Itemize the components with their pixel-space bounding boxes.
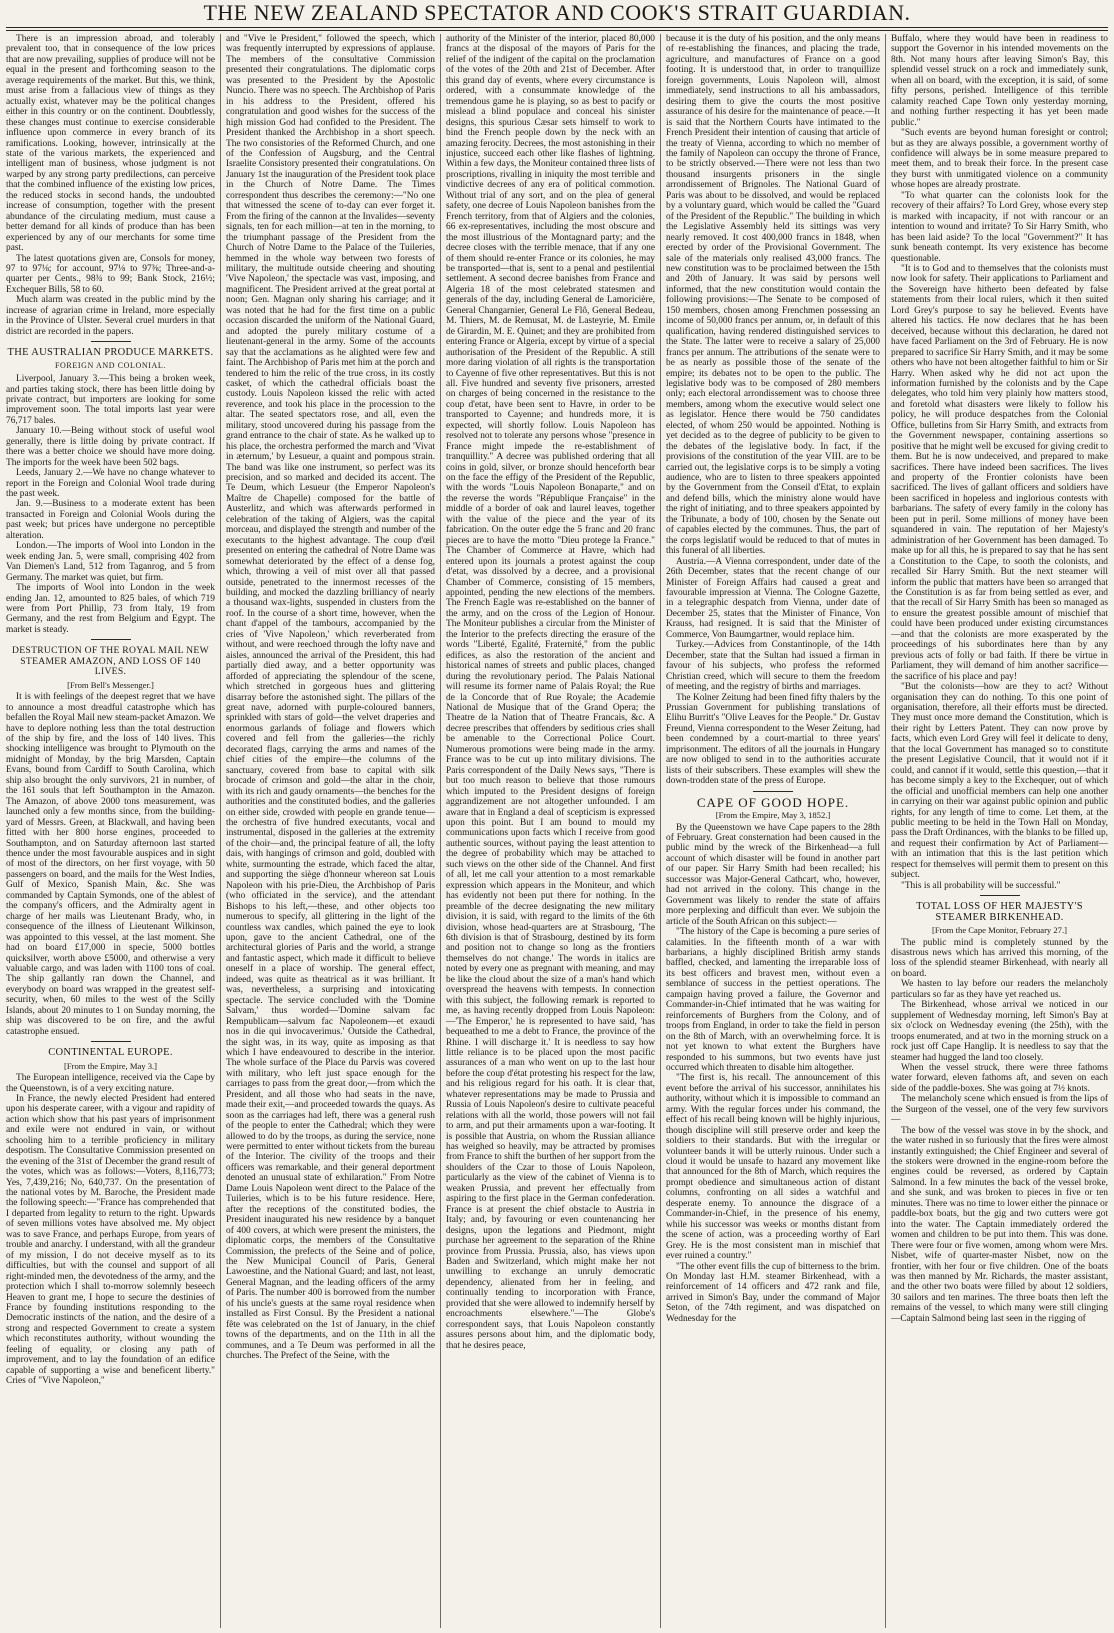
source-credit: [From Bell's Messenger.]: [67, 679, 154, 690]
article-paragraph: Leeds, January 2.—We have no change whatever to report in the Foreign and Colonial Wool trade during the past week.: [6, 468, 215, 500]
column-3: [446, 34, 655, 1628]
article-paragraph: There is an impression abroad, and tolerably prevalent too, that in consequence of the low prices that are now prevailing, supplies of produce will not be equal in the present and forthcoming season to the average requirements of the market. But this, we think, must arise from a fallacious view of things as they actually exist, whatever may be the political changes either in this country or on the continent. Doubtlessly, these changes must continue to exercise considerable influence upon commerce in every branch of its ramifications. Looking, however, intrinsically at the state of the various markets, the experienced and intelligent man of business, whose judgment is not warped by any strong party predilections, can perceive that the combined influence of the existing low prices, the reduced stocks in second hands, the undoubted increase of consumption, together with the present abundance of the circulating medium, must cause a better demand for all kinds of produce than has been experienced by any of our merchants for some time past.: [6, 34, 215, 254]
source-credit: [From the Empire, May 3.]: [63, 1060, 158, 1071]
masthead: THE NEW ZEALAND SPECTATOR AND COOK'S STRAIT GUARDIAN.: [203, 0, 911, 25]
masthead-rule: [6, 27, 1108, 28]
article-paragraph: Jan. 9.—Business to a moderate extent has been transacted in Foreign and Colonial Wools during the past week; but prices have undergone no perceptible alteration.: [6, 499, 215, 541]
article-paragraph: The Kolner Zeitung had been fined fifty thalers by the Prussian Government for publishing translations of Elihu Burritt's "Olive Leaves for the People." Dr. Gustav Freund, Vienna correspondent to the Weser Zeitung, had been condemned by a court-martial to three years' imprisonment. The editors of all the journals in Hungary are now obliged to send in to the authorities accurate lists of their subscribers. These examples will shew the down-trodden state of the press of Europe.: [666, 692, 880, 787]
column-2: [226, 34, 435, 1628]
article-paragraph: Buffalo, where they would have been in readiness to support the Governor in his intended movements on the 8th. Not many hours after leaving Simon's Bay, this splendid vessel struck on a rock and immediately sunk, when all on board, with the exception, it is said, of some fifty persons, perished. Intelligence of this terrible calamity reached Cape Town only yesterday morning, and nothing further respecting it has yet been made public.": [891, 34, 1108, 128]
article-paragraph: When the vessel struck, there were three fathoms water forward, eleven fathoms aft, and seven on each side of the paddle-boxes. She was going at 7½ knots.: [891, 1062, 1108, 1094]
article-paragraph: "This is all probability will be successful.": [901, 880, 1061, 891]
article-paragraph: "Such events are beyond human foresight or control; but as they are always possible, a government worthy of confidence will always be in some measure prepared to meet them, and to break their force. In the present case they burst with unmitigated violence on a community whose hopes are already prostrate.: [891, 128, 1108, 191]
article-paragraph: Much alarm was created in the public mind by the increase of agrarian crime in Ireland, more especially in the Province of Ulster. Several cruel murders in that district are recorded in the papers.: [6, 295, 215, 337]
article-paragraph: "But the colonists—how are they to act? Without organisation they can do nothing. To this one point of organisation, therefore, all their efforts must be directed. They must once more demand the Constitution, which is their right by Letters Patent. They can now prove by facts, which even Lord Grey will feel it delicate to deny, that the local Government has managed so to constitute the present Legislative Council, that it would not if it could, and cannot if it would, settle this question,—that it has become simply a key to the Exchequer, out of which the official and unofficial members can help one another in carrying on their war against public opinion and public rights, for any length of time to come. Let them, at the public meeting to be held in the Town Hall on Monday, pass the Draft Ordinances, with the blanks to be filled up, and request their confirmation by Act of Parliament—with an intimation that this is the last petition which respect for themselves will permit them to present on this subject.: [891, 682, 1108, 881]
section-rule: [753, 791, 793, 792]
article-paragraph: "To what quarter can the colonists look for the recovery of their affairs? To Lord Grey, whose every step is marked with incapacity, if not with rancour or an intention to wound and irritate? To Sir Harry Smith, who has been laid aside? To the local "Government?" It has sunk beneath contempt. Its very existence has become questionable.: [891, 190, 1108, 264]
column-1: [6, 34, 215, 1628]
article-paragraph: The melancholy scene which ensued is from the lips of the Surgeon of the vessel, one of the very few survivors—: [891, 1094, 1108, 1126]
section-rule: [91, 1041, 131, 1042]
article-paragraph: "The first is, his recall. The announcement of this event before the arrival of his successor, annihilates his authority, without which it is impossible to command an army. With the regular forces under his command, the effect of his recall being known will be highly injurious, though discipline will still preserve order and keep the soldiers to their standards. But with the irregular or volunteer bands it will be utterly ruinous. Under such a cloud it would be unsafe to hazard any movement like that announced for the 8th of March, which requires the prompt obedience and simultaneous action of distant columns, confronting on all sides a watchful and desperate enemy. To announce the disgrace of a Commander-in-Chief, in the presence of his enemy, while his successor was weeks or months distant from the scene of action, was a proceeding worthy of Earl Grey. He is the most consistent man in mischief that ever ruined a country.": [666, 1073, 880, 1262]
article-paragraph: Liverpool, January 3.—This being a broken week, and parties taking stock, there has been little doing by private contract, but importers are looking for some improvement soon. The total imports last year were 76,717 bales.: [6, 374, 215, 426]
article-paragraph: The latest quotations given are, Consols for money, 97 to 97⅛; for account, 97⅛ to 97⅜; Three-and-a-quarter per Cents., 98¾ to 99; Bank Stock, 216½; Exchequer Bills, 58 to 60.: [6, 253, 215, 295]
headline-amazon: DESTRUCTION OF THE ROYAL MAIL NEW STEAMER AMAZON, AND LOSS OF 140 LIVES.: [12, 645, 209, 678]
article-paragraph: The public mind is completely stunned by the disastrous news which has arrived this morning, of the loss of the splendid steamer Birkenhead, with nearly all on board.: [891, 937, 1108, 979]
section-rule: [980, 895, 1020, 896]
article-paragraph: London.—The imports of Wool into London in the week ending Jan. 5, were small, comprising 402 from Van Diemen's Land, 512 from Taganrog, and 5 from Germany. The market was quiet, but firm.: [6, 541, 215, 583]
headline-cape: CAPE OF GOOD HOPE.: [696, 794, 850, 810]
article-paragraph: The imports of Wool into London in the week ending Jan. 12, amounted to 825 bales, of which 719 were from Port Phillip, 73 from Italy, 19 from Germany, and the rest from Belgium and Egypt. The market is steady.: [6, 583, 215, 635]
article-paragraph: and "Vive le President," followed the speech, which was frequently interrupted by expressions of applause. The members of the consultative Commission presented their congratulations. The diplomatic corps was presented to the President by the Apostolic Nuncio. There was no speech. The Archbishop of Paris in his address to the President, offered his congratulation and good wishes for the success of the high mission God had confided to the President. The President thanked the Archbishop in a short speech. The two consistories of the Reformed Church, and one of the Confession of Augsburg, and the Central Israelite Consistory presented their congratulations. On January 1st the inauguration of the President took place in the Church of Notre Dame. The Times correspondent thus describes the ceremony:—"No one that witnessed the scene of to-day can ever forget it. From the firing of the cannon at the Invalides—seventy signals, ten for each million—at ten in the morning, to the triumphant passage of the President from the Church of Notre Dame to the Palace of the Tuileries, hemmed in the whole way between two forests of military, the multitude outside cheering and shouting 'Vive Napoleon,' the spectacle was vast, imposing, and magnificent. The President arrived at the great portal at noon; Gen. Magnan only sharing his carriage; and it was noted that he had for the first time on a public occasion discarded the uniform of the National Guard, and adopted the purely military costume of a lieutenant-general in the army. Some of the accounts say that the acclamations as he alighted were few and faint. The Archbishop of Paris met him at the porch and tendered to him the relic of the true cross, in its costly casket, of which the cathedral officials boast the custody. Louis Napoleon kissed the relic with acted reverence, and took his place in the procession to the altar. The seated spectators rose, and all, even the military, stood uncovered during his passage from the grand entrance to the chair of state. As he walked up to his place, the orchestra performed the march and 'Vivat in æternum,' by Lesueur, a quaint and pompous strain. The band was like one instrument, so perfect was its precision, and so marked and decided its accent. The Te Deum, which Lesueur (the Emperor Napoleon's Maître de Chapelle) composed for the battle of Austerlitz, and which was afterwards performed in celebration of the taking of Algiers, was the capital morceau, and displayed the strength and number of the executants to the highest advantage. The coup d'œil presented on entering the cathedral of Notre Dame was somewhat deteriorated by the effect of a dense fog, which, throwing a veil of mist over all that passed outside, penetrated to the innermost recesses of the building, and mocked the dazzling brilliancy of nearly a thousand wax-lights, suspended in clusters from the roof. In the course of a short time, however, when the chant d'appel of the tambours, accompanied by the cries of 'Vive Napoleon,' which reverberated from without, and were reechoed through the lofty nave and aisles, announced the arrival of the President, this had partially died away, and a better opportunity was afforded of appreciating the splendour of the scene, which stretched in gorgeous hues and glittering disarray before the astonished sight. The pillars of the great nave, adorned with purple-coloured banners, sprinkled with stars of gold—the velvet draperies and enormous garlands of foliage and flowers which covered and fell from the galleries—the richly decorated flags, carrying the arms and names of the chief cities of the empire—the columns of the sanctuary, covered from base to capital with silk brocade of crimson and gold—the altar in the choir, with its rich and gaudy ornaments—the benches for the authorities and the constituted bodies, and the galleries on either side, crowded with people en grande tenue—the orchestra of five hundred executants, vocal and instrumental, disposed in the galleries at the extremity of the choir—and, the principal feature of all, the lofty dais, with hangings of crimson and gold, doubled with white, surmounting the estrade, which faced the altar, and supporting the siège d'honneur whereon sat Louis Napoleon with his prie-Dieu, the Archbishop of Paris (who officiated in the service), and the attendant Bishops to his left,—these, and other objects too numerous to specify, all glittering in the light of the countless wax candles, which pained the eye to look upon, gave to the ancient Cathedral, one of the architectural glories of Paris and the world, a strange and fantastic aspect, which made it difficult to believe oneself in a place of worship. The general effect, indeed, was quite as theatrical as it was brilliant. It was, nevertheless, a surprising and intoxicating spectacle. The service concluded with the 'Domine Salvam,' thus worded—'Domine salvam fac Rempublicam—salvum fac Napoleonem—et exaudi nos in die qui invocaverimus.' Outside the Cathedral, the sight was, in its way, quite as imposing as that which I have endeavoured to describe in the interior. The whole surface of the Place du Parvis was covered with military, who left just space enough for the carriages to pass from the great door,—from which the President, and all those who had seats in the nave, made their exit,—and proceeded towards the quays. As soon as the carriages had left, there was a general rush of the people to enter the Cathedral; which they were allowed to do by the troops, as during the service, none were permitted to enter without tickets from the bureau of the Interior. The civility of the troops and their officers was remarkable, and their general deportment denoted an unusual state of exhilaration." From Notre Dame Louis Napoleon went direct to the Palace of the Tuileries, which is to be his future residence. Here, after the receptions of the constituted bodies, the President inaugurated his new residence by a banquet of 400 covers, at which were present the ministers, the diplomatic corps, the members of the Consultative Commission, the prefects of the Seine and of police, the New Municipal Council of Paris, General Lawoestine, and the National Guard; and last, not least, General Magnan, and the leading officers of the army of Paris. The number 400 is borrowed from the number of his uncle's guests at the same royal residence when installed as First Consul. By the President a national fête was celebrated on the 1st of January, in the chief towns of the departments, and on the 11th in all the communes, and a Te Deum was performed in all the churches. The Prefect of the Seine, with the: [226, 34, 435, 1362]
column-divider: [885, 34, 886, 1628]
article-paragraph: January 10.—Being without stock of useful wool generally, there is little doing by private contract. If there was a better choice we should have more doing. The imports for the week have been 502 bags.: [6, 426, 215, 468]
article-paragraph: "It is to God and to themselves that the colonists must now look for safety. Their applications to Parliament and the Sovereign have hitherto been defeated by false statements from their local rulers, which it then suited Lord Grey's purpose to say he believed. Events have altered his tactics. He now declares that he has been deceived, because without this declaration, he dared not have faced Parliament on the 3rd of February. He is now prepared to sacrifice Sir Harry Smith, and it may be some others who have not been altogether faithful to him or Sir Harry. When asked why he did not act upon the information furnished by the colonists and by the Cape delegates, who told him very plainly how matters stood, and foretold what disasters were likely to follow his policy, he will produce despatches from the Colonial Office, bulletins from Sir Harry Smith, and extracts from the Government newspaper, containing assertions so positive that he might well be excused for giving credit to them. But he is now undeceived, and prepared to make sacrifices. There have indeed been sacrifices. The lives and property of the Frontier colonists have been sacrificed. The lives of gallant officers and soldiers have been sacrificed in hopeless and inglorious contests with barbarians. The safety of every family in the colony has been put in peril. Some millions of money have been squandered in vain. The reputation of her Majesty's administration of her Government has been damaged. To make up for all this, he is prepared to say that he has sent a Constitution to the Cape, to sooth the colonists, and recalled Sir Harry Smith. But the next steamer will inform the public that matters have been so arranged that the Constitution is as far from being settled as ever, and that the recall of Sir Harry Smith has been so managed as to ensure the greatest possible amount of mischief that could have been produced under existing circumstances—and that the colonists are more exasperated by the proceedings of his subordinates here than by any previous acts of folly or bad faith. If there be virtue in Parliament, they will demand of him another sacrifice—the sacrifice of his place and pay!: [891, 263, 1108, 682]
section-rule: [91, 639, 131, 640]
article-paragraph: The bow of the vessel was stove in by the shock, and the water rushed in so furiously that the fires were almost instantly extinguished; the Chief Engineer and several of the stokers were drowned in the engine-room before the engines could be reversed, as ordered by Captain Salmond. In a few minutes the back of the vessel broke, and she sunk, and was broken to pieces in five or ten minutes. There was no time to lower either the pinnace or paddle-box boats, but the gig and two cutters were got into the water. The Captain immediately ordered the women and children to be put into them. This was done. There were four or five women, among whom were Mrs. Nisbet, wife of quarter-master Nisbet, now on the frontier, with her four or five children. One of the boats was then manned by Mr. Richards, the master assistant, and the other two boats were filled by about 12 soldiers, 30 sailors and ten marines. The three boats then left the remains of the vessel, to which many were still clinging—Captain Salmond being last seen in the rigging of: [891, 1125, 1108, 1324]
article-paragraph: authority of the Minister of the interior, placed 80,000 francs at the disposal of the mayors of Paris for the relief of the indigent of the capital on the proclamation of the votes of the 20th and 21st of December. After this grand day of events, where every circumstance is ordered, with a consummate knowledge of the tremendous game he is playing, so as best to pacify or mislead a blind populace and conceal his sinister designs, this spurious Cæsar sets himself to work to bind the French people down by the neck with an amazing ferocity. Decrees, the most astonishing in their injustice, succeed each other like flashes of lightning. Within a few days, the Moniteur contained three lists of proscriptions, rivalling in iniquity the most terrible and vindictive decrees of any era of political commotion. Without trial of any sort, and on the plea of general safety, one decree of Louis Napoleon banishes from the French territory, from that of Algiers and the colonies, 66 ex-representatives, including the most obscure and the most illustrious of the Montagnard party; and the decree closes with the terrible menace, that if any one of them should re-enter France or its colonies, he may be transported—that is, sent to a penal and pestilential settlement. A second decree banishes from France and Algeria 18 of the most celebrated statesmen and generals of the day, including General de Lamoricière, General Changarnier, General Le Flô, General Bedeau, M. Thiers, M. de Remusat, M. de Lasteyrie, M. Emile de Girardin, M. E. Quinet; and they are prohibited from entering France or Algeria, except by virtue of a special authorisation of the President of the Republic. A still more daring violation of all rights is the transportation to Cayenne of five other representatives. But this is not all. Five hundred and seventy five prisoners, arrested on charges of being concerned in the resistance to the coup d'etat, have been sent to Havre, in order to be transported to Cayenne; and hundreds more, it is expected, will shortly follow. Louis Napoleon has resolved not to tolerate any persons whose "presence in France might impede the re-establishment of tranquillity." A decree was published ordering that all coins in gold, silver, or bronze should henceforth bear on the face the effigy of the President of the Republic, with the words "Louis Napoleon Bonaparte," and on the reverse the words "République Française" in the middle of a border of oak and laurel leaves, together with the value of the piece and the year of its fabrication. On the outer edge the 5 franc and 20 franc pieces are to have the motto "Dieu protege la France." The Chamber of Commerce at Havre, which had entered upon its journals a protest against the coup d'etat, was dissolved by a decree, and a provisional Chamber of Commerce, consisting of 15 members, appointed, pending the new elections of the members. The French Eagle was re-established on the banner of the army, and on the cross of the Legion of Honour. The Moniteur publishes a circular from the Minister of the Interior to the prefects directing the erasure of the words "Liberté, Egalité, Fraternité," from the public edifices, as also the restoration of the ancient and historical names of streets and public places, changed during the revolutionary period. The Palais National will resume its former name of Palais Royal; the Rue de la Concorde that of Rue Royale; the Academie National de Musique that of the Grand Opera; the Theatre de la Nation that of Theatre Francais, &c. A decree prescribes that offenders by seditious cries shall be amenable to the Correctional Police Court. Numerous promotions were being made in the army. France was to be cut up into military divisions. The Paris correspondent of the Daily News says, "There is but too much reason to believe that those rumours which imputed to the President designs of foreign aggrandizement are not altogether unfounded. I am aware that in England a deal of scepticism is expressed upon this point. But I am bound to mould my communications upon facts which I receive from good authentic sources, without paying the least attention to the degree of probability which may be attached to such views on the other side of the Channel. And first of all, let me call your attention to a most remarkable expression which appears in the Moniteur, and which has evidently not been put there for nothing. In the preamble of the decree designating the new military division, it is said, with regard to the limits of the 6th division, whose head-quarters are at Strasbourg, 'The 6th division is that of Strasbourg, destined by its form and position not to change so long as the frontiers themselves do not change.' The words in italics are noted by every one as pregnant with meaning, and may be like the cloud about the size of a man's hand which overspread the heavens with tempests. In connection with this subject, the following remark is reported to me, as having recently dropped from Louis Napoleon:—'The Emperor,' he is represented to have said, 'has bequeathed to me a debt to France, the province of the Rhine. I will discharge it.' It is needless to say how little reliance is to be placed upon the most pacific assurances of a man who went on up to the last hour before the coup d'état protesting his respect for the law, and his religious regard for his oath. It is clear that, whatever representations may be made to Prussia and Russia of Louis Napoleon's desire to cultivate peaceful relations with all the world, those powers will not fail to arm, and put their armaments upon a war-footing. It is possible that Austria, on whom the Russian alliance has weighed so heavily, may be attracted by promises from France to shift the burthen of her support from the shoulders of the Czar to those of Louis Napoleon, particularly as the view of the cabinet of Vienna is to weaken Prussia, and prevent her effectually from aspiring to the first place in the German confederation. France is at present the chief obstacle to Austria in Italy; and, by favouring or even countenancing her designs, upon the legations and Piedmont, might purchase her agreement to the separation of the Rhine province from Prussia. Prussia, also, has views upon Baden and Switzerland, which might make her not unwilling to exchange an unruly democratic dependency, alienated from her in feeling, and continually tending to incorporation with France, provided that she were allowed to indemnify herself by encroachments elsewhere."—The Globe's correspondent says, that Louis Napoleon constantly assures persons about him, and the diplomatic body, that he desires peace,: [446, 34, 655, 1351]
headline-birkenhead: TOTAL LOSS OF HER MAJESTY'S STEAMER BIRKENHEAD.: [916, 901, 1083, 923]
column-4: [666, 34, 880, 1628]
column-divider: [660, 34, 661, 1628]
headline-markets: THE AUSTRALIAN PRODUCE MARKETS.: [7, 347, 214, 359]
article-paragraph: because it is the duty of his position, and the only means of re-establishing the finances, and placing the trade, agriculture, and manufactures of France on a good footing. It is understood that, in order to tranquillize foreign governments, Louis Napoleon will, almost immediately, send instructions to all his ambassadors, desiring them to give the courts the most positive assurance of his desire for the maintenance of peace.—It is said that the Northern Courts have intimated to the French President their intention of causing that article of the treaty of Vienna, according to which no member of the family of Napoleon can occupy the throne of France, to be strictly observed.—There were not less than two thousand insurgents prisoners in the single arrondissement of Brignoles. The National Guard of Paris was about to be dissolved, and would be replaced by a voluntary guard, which would be called the "Guard of the President of the Republic." The building in which the Legislative Assembly held its sittings was very nearly removed. It cost 400,000 francs in 1848, when erected by order of the Provisional Government. The sale of the materials only realised 43,000 francs. The new constitution was to be proclaimed between the 15th and 20th of January. It was said by persons well informed, that the new constitution would contain the following provisions:—The Senate to be composed of 150 members, chosen among Frenchmen possessing an income of 50,000 francs per annum, or, in default of this qualification, having rendered distinguished services to the State. The latter were to receive a salary of 25,000 francs per annum. The attributions of the senate were to be as nearly as possible those of the senate of the empire; its debates not to be open to the public. The legislative body was to be composed of 280 members only; each electoral arrondissement was to choose three members, among whom the executive would select one as legislator. Hence there would be 750 candidates elected, of whom 250 would be appointed. Nothing is yet decided as to the degree of publicity to be given to the debates of the legislative body. In fact, if the provisions of the constitution of the year VIII. are to be carried out, the legislative corps is to be simply a voting audience, who are to listen to three speakers appointed by the Government from the Conseil d'Etat, to explain and defend bills, which the ministry alone would have the right of initiating, and to three speakers appointed by the Tribunate, a body of 100, chosen by the Senate out of capables elected by the communes. Thus, the part of the corps legislatif would be reduced to that of mutes in this funeral of all liberties.: [666, 34, 880, 557]
column-divider: [220, 34, 221, 1628]
article-paragraph: In France, the newly elected President had entered upon his desperate career, with a vigour and rapidity of action which show that his past years of imprisonment and exile were not endured in vain, or without schooling him to a terrible proficiency in military despotism. The Consultative Commission presented on the evening of the 31st of December the grand result of the votes, which was as follows:—Voters, 8,116,773; Yes, 7,439,216; No, 640,737. On the presentation of the national votes by M. Baroche, the President made the following speech:—"France has comprehended that I departed from legality to return to the right. Upwards of seven millions votes have absolved me. My object was to save France, and perhaps Europe, from years of trouble and anarchy. I understand, with all the grandeur of my mission, I do not deceive myself as to its difficulties, but with the counsel and support of all right-minded men, the devotedness of the army, and the protection which I shall to-morrow solemnly beseech Heaven to grant me, I hope to secure the destinies of France by founding institutions responding to the Democratic instincts of the nation, and the desire of a strong and respected Government to create a system which reconstitutes authority, without wounding the feeling of equality, or closing any path of improvement, and to lay the foundation of an edifice capable of supporting a wise and beneficent liberty." Cries of "Vive Napoleon,": [6, 1093, 215, 1387]
article-paragraph: Turkey.—Advices from Constantinople, of the 14th December, state that the Sultan had issued a firman in favour of his subjects, who profess the reformed Christian creed, which will secure to them the freedom of meeting, and the registry of births and marriages.: [666, 640, 880, 693]
subheadline-markets: FOREIGN AND COLONIAL.: [54, 360, 167, 370]
article-paragraph: The Birkenhead, whose arrival we noticed in our supplement of Wednesday morning, left Simon's Bay at six o'clock on Wednesday evening (the 25th), with the troops enumerated, and at two in the morning struck on a rock just off Cape Hanglip. It is needless to say that the steamer had hugged the land too closely.: [891, 1000, 1108, 1063]
article-paragraph: We hasten to lay before our readers the melancholy particulars so far as they have yet reached us.: [891, 979, 1108, 1000]
section-rule: [91, 341, 131, 342]
source-credit: [From the Cape Monitor, February 27.]: [932, 925, 1067, 936]
article-paragraph: The European intelligence, received via the Cape by the Queenstown, is of a very exciting nature.: [6, 1073, 215, 1094]
article-paragraph: By the Queenstown we have Cape papers to the 28th of February. Great consternation had been caused in the public mind by the wreck of the Birkenhead—a full account of which disaster will be found in another part of our paper. Sir Harry Smith had been recalled; his successor was Major-General Cathcart, who, however, had not arrived in the colony. This change in the Government was likely to render the state of affairs more perplexing and difficult than ever. We subjoin the article of the South African on this subject:—: [666, 822, 880, 927]
article-paragraph: "The history of the Cape is becoming a pure series of calamities. In the fifteenth month of a war with barbarians, a highly disciplined British army stands baffled, checked, and lamenting the irreparable loss of its best officers and bravest men, without even a semblance of success in the pettiest operations. The campaign having proved a failure, the Governor and Commander-in-Chief intimated that he was waiting for reinforcements of Burghers from the Colony, and of troops from England, in order to take the field in person on the 8th of March, with an overwhelming force. It is not yet known to what extent the Burghers have responded to his summons, but two events have just occurred which threaten to disable him altogether.: [666, 927, 880, 1073]
article-paragraph: "The other event fills the cup of bitterness to the brim. On Monday last H.M. steamer Birkenhead, with a reinforcement of 14 officers and 472 rank and file, arrived in Simon's Bay, under the command of Major Seton, of the 74th regiment, and was dispatched on Wednesday for the: [666, 1261, 880, 1324]
column-5: [891, 34, 1108, 1628]
source-credit: [From the Empire, May 3, 1852.]: [715, 810, 831, 821]
headline-europe: CONTINENTAL EUROPE.: [48, 1047, 173, 1059]
article-paragraph: It is with feelings of the deepest regret that we have to announce a most dreadful catastrophe which has befallen the Royal Mail new steam-packet Amazon. We have to deplore nothing less than the total destruction of the ship by fire, and the loss of 140 lives. This shocking intelligence was brought to Plymouth on the midnight of Monday, by the brig Marsden, Captain Evans, bound from Cardiff to South Carolina, which ship also brought the only survivors, 21 in number, of the 161 souls that left Southampton in the Amazon. The Amazon, of above 2000 tons measurement, was launched only a few months since, from the building-yard of Messrs. Green, at Blackwall, and having been fitted with her 800 horse engines, proceeded to Southampton, and on Saturday afternoon last started thence under the most favourable auspices and in sight of most of the directors, on her first voyage, with 50 passengers on board, and the mails for the West Indies, Gulf of Mexico, Spanish Main, &c. She was commanded by Captain Symonds, one of the ablest of the company's officers, and the Admiralty agent in charge of her mails was Lieutenant Brady, who, in consequence of the illness of Lieutenant Wilkinson, was appointed to this vessel, at the last moment. She had on board £17,000 in specie, 5000 bottles quicksilver, worth above £5000, and otherwise a very valuable cargo, and was laden with 1100 tons of coal. The ship gallantly ran down the Channel, and everybody on board was wrapped in the greatest self-security, when, 60 miles to the west of the Scilly Islands, about 20 minutes to 1 on Sunday morning, the ship was discovered to be on fire, and the awful catastrophe ensued.: [6, 692, 215, 1037]
column-divider: [440, 34, 441, 1628]
article-paragraph: Austria.—A Vienna correspondent, under date of the 26th December, states that the recent change of our Minister of Foreign Affairs had caused a great and favourable impression at Vienna. The Cologne Gazette, in a telegraphic despatch from Vienna, under date of December 25, states that the Minister of Finance, Von Krauss, had resigned. It is said that the Minister of Commerce, Von Baumgartner, would replace him.: [666, 556, 880, 640]
masthead-rule-thin: [6, 30, 1108, 31]
